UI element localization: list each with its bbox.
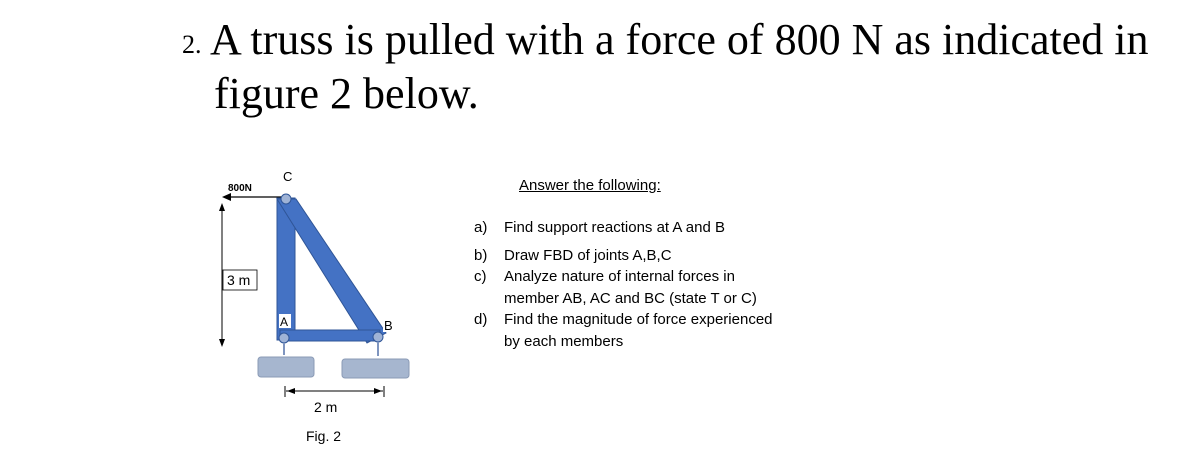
height-arrow-top xyxy=(219,203,225,211)
figure-caption: Fig. 2 xyxy=(306,428,342,444)
force-label: 800N xyxy=(228,183,252,194)
list-item-text: Find the magnitude of force experienced by each members xyxy=(504,311,773,350)
width-arrow-left xyxy=(287,388,295,394)
support-b xyxy=(342,359,409,378)
question-number: 2. xyxy=(182,30,202,59)
pin-a xyxy=(279,333,289,343)
list-item xyxy=(474,245,774,267)
question-text-line2: figure 2 below. xyxy=(214,69,479,118)
height-arrow-bottom xyxy=(219,339,225,347)
answer-panel-title: Answer the following: xyxy=(519,177,661,194)
list-item-label: a) xyxy=(474,219,488,236)
height-label: 3 m xyxy=(227,272,251,288)
answer-question-list xyxy=(474,217,774,352)
list-item-label: d) xyxy=(474,311,488,328)
pin-c xyxy=(281,194,291,204)
width-arrow-right xyxy=(374,388,382,394)
list-item-label: b) xyxy=(474,246,488,264)
list-item-label: c) xyxy=(474,268,487,285)
member-ab xyxy=(280,330,380,341)
list-item xyxy=(474,266,774,309)
question-text-line1: A truss is pulled with a force of 800 N as indicated in xyxy=(210,15,1149,64)
support-a xyxy=(258,357,314,377)
list-item-text: Draw FBD of joints A,B,C xyxy=(504,246,672,264)
list-item-text: Analyze nature of internal forces in member AB, AC and BC (state T or C) xyxy=(504,268,757,307)
joint-label-a: A xyxy=(280,315,289,329)
list-item-text: Find support reactions at A and B xyxy=(504,219,725,236)
joint-label-c: C xyxy=(283,169,293,184)
pin-b xyxy=(373,332,383,342)
list-item xyxy=(474,217,774,239)
joint-label-b: B xyxy=(384,318,393,333)
force-arrowhead xyxy=(222,193,231,201)
width-label: 2 m xyxy=(314,399,338,415)
list-item xyxy=(474,309,774,352)
